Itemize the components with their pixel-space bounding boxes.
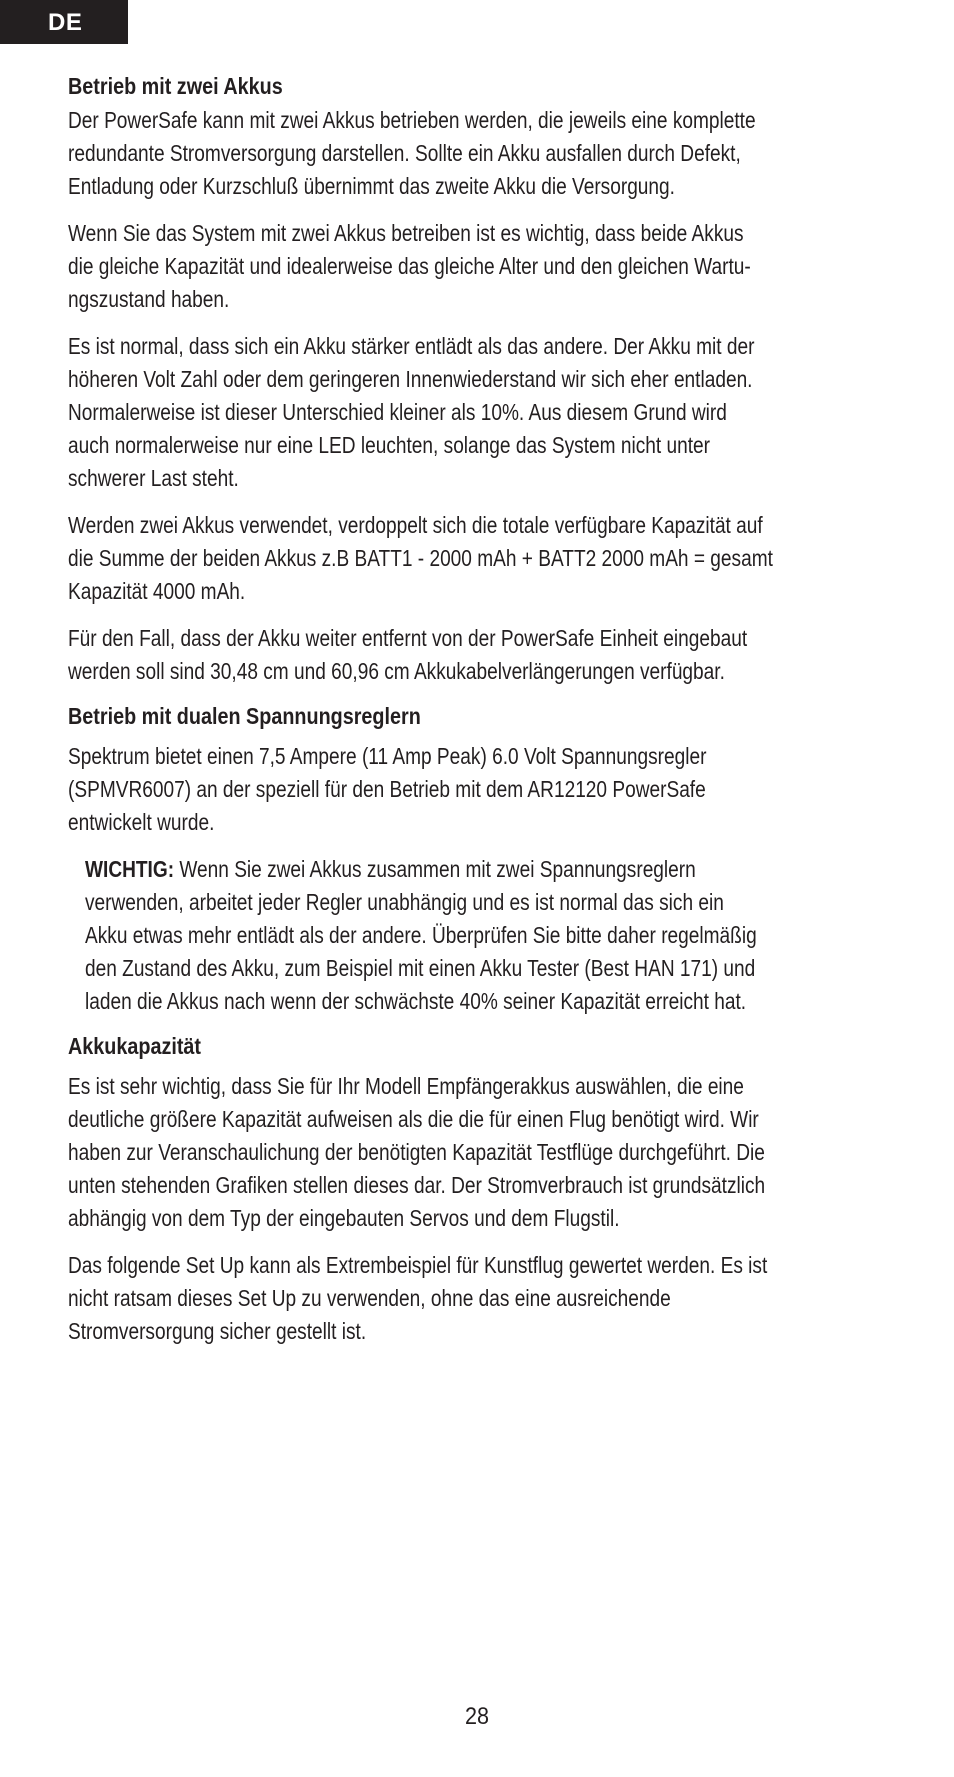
important-label: WICHTIG: [85, 856, 175, 882]
language-tab: DE [0, 0, 128, 44]
page-number: 28 [464, 1703, 490, 1730]
paragraph: Wenn Sie das System mit zwei Akkus betreiben ist es wichtig, dass beide Akkus die gleiche Kapazität und idealerweise das gleiche Alter und den gleichen Wartu- ngszustand haben. [68, 220, 751, 312]
paragraph: Werden zwei Akkus verwendet, verdoppelt sich die totale verfügbare Kapazität auf die Summe der beiden Akkus z.B BATT1 - 2000 mAh + BATT2 2000 mAh = gesamt Kapazität 4000 mAh. [68, 512, 773, 604]
paragraph: Es ist normal, dass sich ein Akku stärker entlädt als das andere. Der Akku mit der höheren Volt Zahl oder dem geringeren Innenwiederstand wir sich eher entladen. Normalerweise ist dieser Unterschied kleiner als 10%. Aus diesem Grund wird auch normalerweise nur eine LED leuchten, solange das System nicht unter schwerer Last steht. [68, 333, 755, 491]
section-dual-regulators [68, 702, 898, 1018]
paragraph: Für den Fall, dass der Akku weiter entfernt von der PowerSafe Einheit eingebaut werden soll sind 30,48 cm und 60,96 cm Akkukabelverlängerungen verfügbar. [68, 625, 748, 684]
important-note [85, 853, 898, 1018]
paragraph: Das folgende Set Up kann als Extrembeispiel für Kunstflug gewertet werden. Es ist nicht ratsam dieses Set Up zu verwenden, ohne das eine ausreichende Stromversorgung sicher gestellt ist. [68, 1252, 768, 1344]
paragraph: Es ist sehr wichtig, dass Sie für Ihr Modell Empfängerakkus auswählen, die eine deutliche größere Kapazität aufweisen als die die für einen Flug benötigt wird. Wir haben zur Veranschaulichung der benötigten Kapazität Testflüge durchgeführt. Die unten stehenden Grafiken stellen dieses dar. Der Stromverbrauch ist grundsätzlich abhängig von dem Typ der eingebauten Servos und dem Flugstil. [68, 1073, 766, 1231]
section-heading: Betrieb mit dualen Spannungsreglern [68, 703, 421, 729]
section-heading: Betrieb mit zwei Akkus [68, 73, 283, 99]
page-content [68, 72, 898, 1362]
paragraph: Spektrum bietet einen 7,5 Ampere (11 Amp Peak) 6.0 Volt Spannungsregler (SPMVR6007) an der speziell für den Betrieb mit dem AR12120 PowerSafe entwickelt wurde. [68, 743, 707, 835]
paragraph: Der PowerSafe kann mit zwei Akkus betrieben werden, die jeweils eine komplette redundante Stromversorgung darstellen. Sollte ein Akku ausfallen durch Defekt, Entladung oder Kurzschluß übernimmt das zweite Akku die Versorgung. [68, 107, 756, 199]
section-battery-capacity [68, 1032, 898, 1348]
important-text: Wenn Sie zwei Akkus zusammen mit zwei Spannungsreglern verwenden, arbeitet jeder Regler unabhängig und es ist normal das sich ein Akku etwas mehr entlädt als der andere. Überprüfen Sie bitte daher regelmäßig den Zustand des Akku, zum Beispiel mit einen Akku Tester (Best HAN 171) und laden die Akkus nach wenn der schwächste 40% seiner Kapazität erreicht hat. [85, 856, 757, 1014]
section-heading: Akkukapazität [68, 1033, 202, 1059]
section-two-batteries [68, 72, 898, 688]
